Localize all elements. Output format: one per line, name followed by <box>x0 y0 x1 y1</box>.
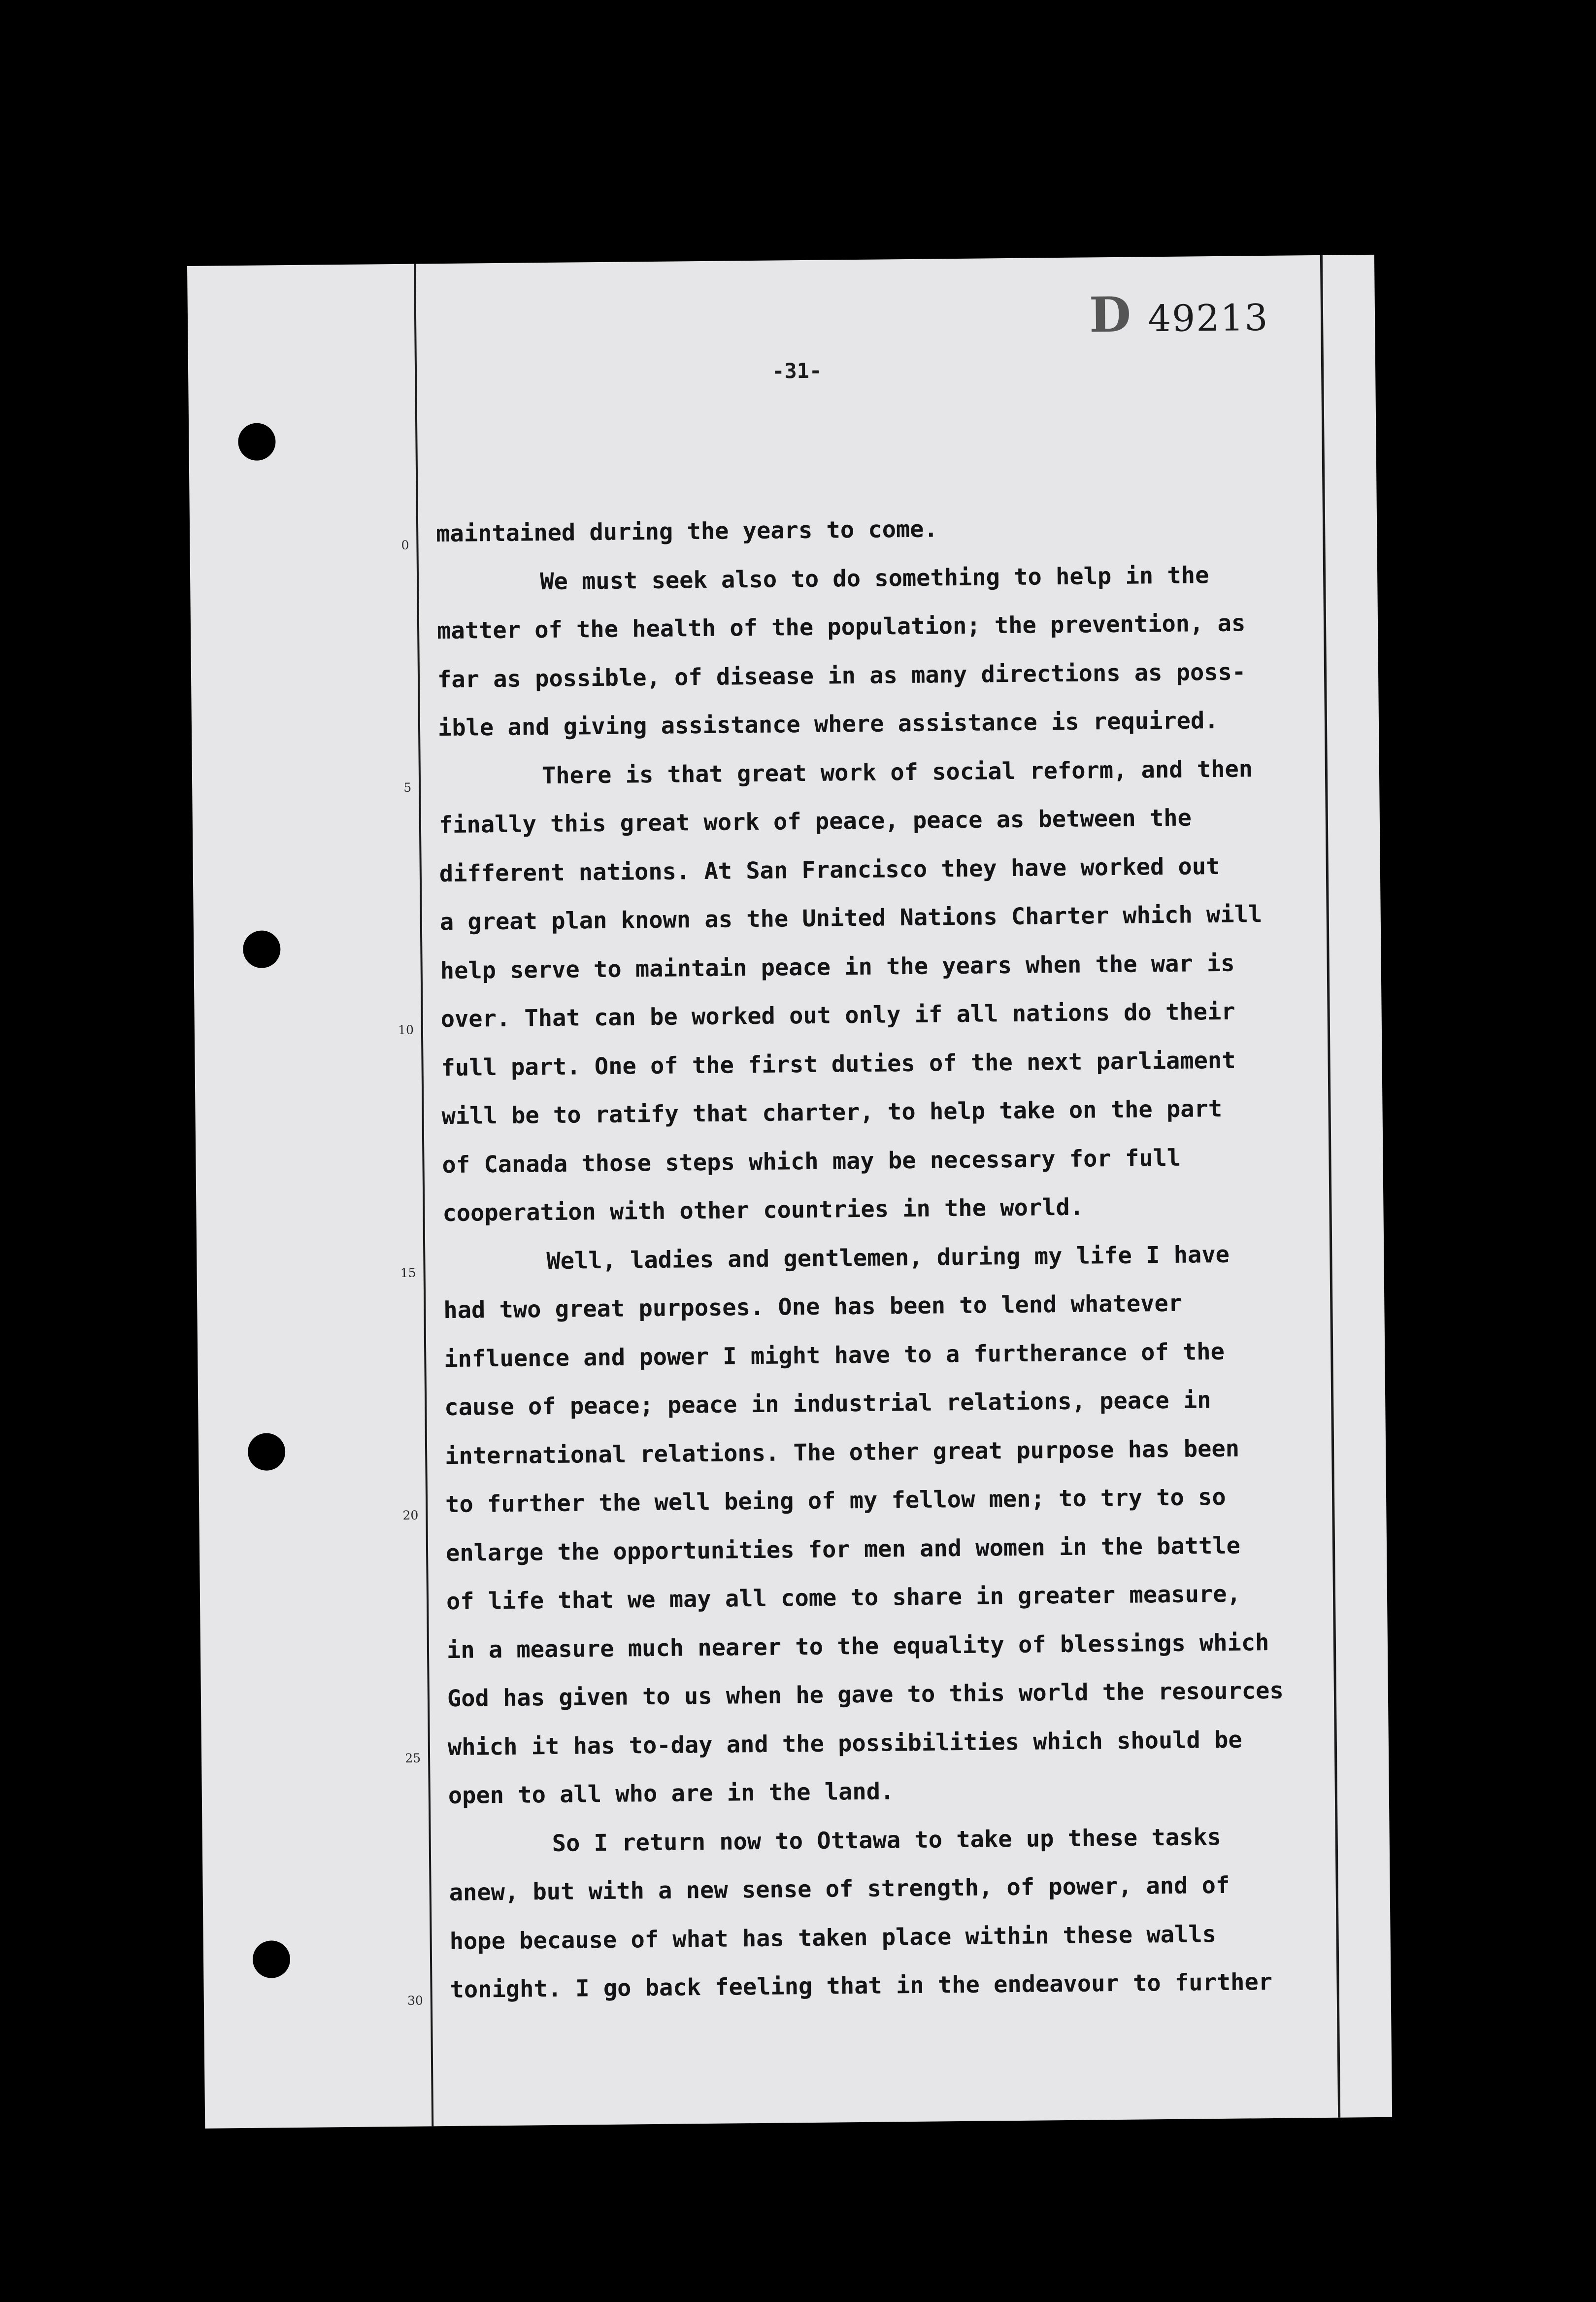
text-line: different nations. At San Francisco they have worked out <box>439 852 1220 887</box>
text-line: open to all who are in the land. <box>448 1778 895 1810</box>
line-number: 5 <box>403 780 412 795</box>
text-line: We must seek also to do something to help in the <box>539 561 1209 595</box>
document-id <box>1089 285 1268 343</box>
text-line: far as possible, of disease in as many directions as poss- <box>437 658 1246 693</box>
text-line: enlarge the opportunities for men and women in the battle <box>445 1532 1241 1567</box>
text-line: to further the well being of my fellow men; to try to so <box>445 1483 1226 1519</box>
line-number: 25 <box>405 1751 421 1765</box>
text-line: influence and power I might have to a furtherance of the <box>444 1338 1225 1373</box>
text-line: international relations. The other great purpose has been <box>444 1435 1240 1470</box>
line-number: 20 <box>402 1508 419 1523</box>
page-number: -31- <box>771 358 822 383</box>
text-line: tonight. I go back feeling that in the endeavour to further <box>450 1968 1273 2004</box>
document-page <box>187 255 1392 2129</box>
document-series-letter: D <box>1089 286 1131 344</box>
text-line: over. That can be worked out only if all nations do their <box>440 998 1235 1033</box>
text-line: of life that we may all come to share in greater measure, <box>446 1580 1241 1616</box>
text-line: cause of peace; peace in industrial relations, peace in <box>444 1387 1211 1422</box>
text-line: God has given to us when he gave to this world the resources <box>447 1677 1284 1713</box>
text-line: a great plan known as the United Nations Charter which will <box>439 901 1263 936</box>
text-line: cooperation with other countries in the world. <box>442 1193 1084 1227</box>
text-line: in a measure much nearer to the equality of blessings which <box>446 1628 1269 1664</box>
body-text <box>436 502 1342 2015</box>
text-line: finally this great work of peace, peace as between the <box>438 804 1192 839</box>
text-line: hope because of what has taken place within these walls <box>449 1920 1217 1955</box>
line-number: 30 <box>407 1993 423 2008</box>
line-number: 10 <box>398 1022 414 1037</box>
text-line: ible and giving assistance where assistance is required. <box>437 707 1219 742</box>
text-line: maintained during the years to come. <box>435 515 938 548</box>
text-line: There is that great work of social reform, and then <box>541 755 1253 789</box>
text-line: will be to ratify that charter, to help take on the part <box>441 1095 1223 1130</box>
text-line: matter of the health of the population; the prevention, as <box>436 609 1246 645</box>
document-number: 49213 <box>1147 296 1269 340</box>
text-line: So I return now to Ottawa to take up these tasks <box>552 1823 1222 1857</box>
text-line: Well, ladies and gentlemen, during my life I have <box>546 1241 1230 1275</box>
text-line: full part. One of the first duties of the next parliament <box>441 1047 1236 1082</box>
text-line: which it has to-day and the possibilities which should be <box>447 1726 1242 1761</box>
line-number: 0 <box>401 538 409 552</box>
text-line: had two great purposes. One has been to lend whatever <box>443 1289 1183 1324</box>
text-line: anew, but with a new sense of strength, of power, and of <box>449 1871 1230 1907</box>
line-number-gutter <box>187 264 432 2129</box>
line-number: 15 <box>400 1265 416 1280</box>
text-line: help serve to maintain peace in the years when the war is <box>440 949 1235 984</box>
text-line: of Canada those steps which may be necessary for full <box>442 1144 1181 1179</box>
